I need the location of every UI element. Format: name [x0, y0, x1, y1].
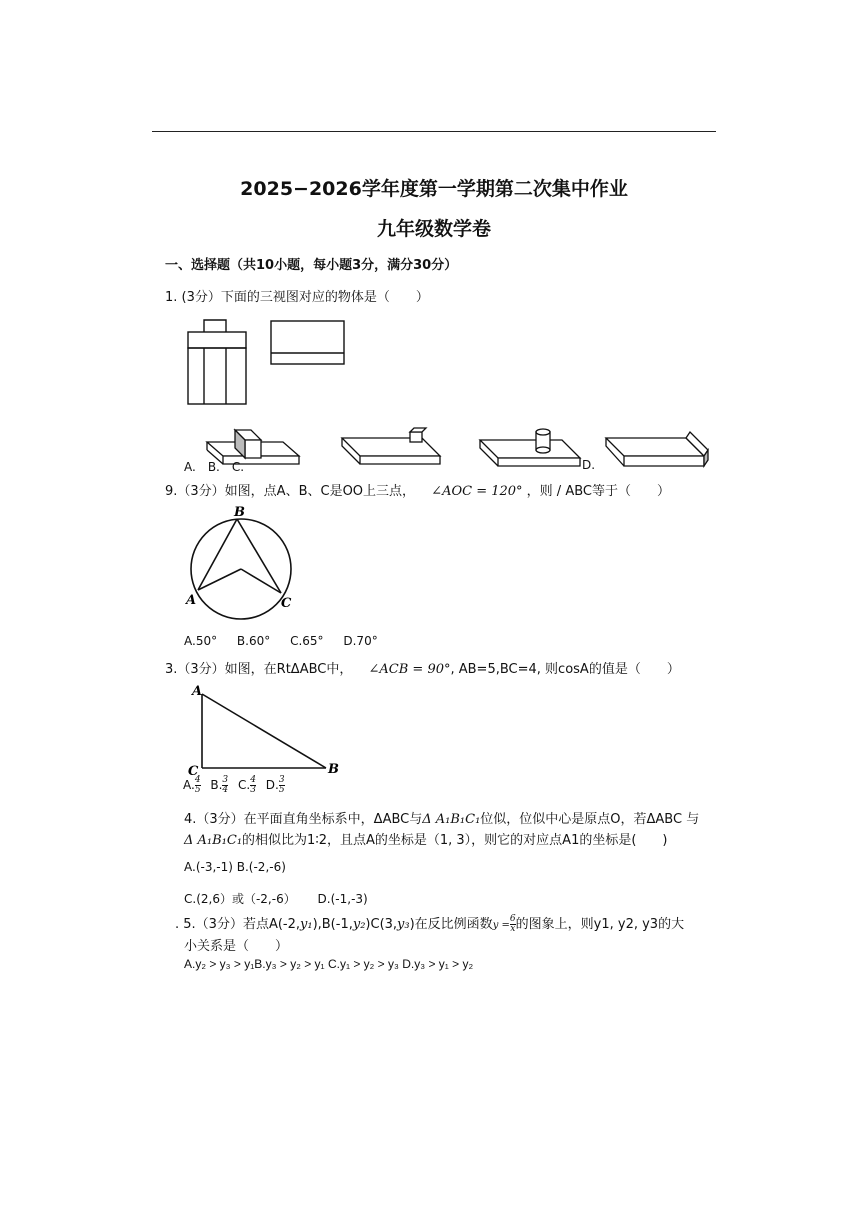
exam-subtitle: 九年级数学卷	[376, 218, 491, 240]
q3-label-b: B	[328, 762, 339, 777]
exam-title: 2025−2026学年度第一学期第二次集中作业	[240, 178, 628, 200]
q2-option-a: A.50°	[184, 634, 218, 648]
q2-option-d: D.70°	[343, 634, 378, 648]
q3-option-b: B. $\frac{3}{4}$	[210, 775, 229, 795]
question-5-line-1: . 5.（3分）若点A(-2,y₁),B(-1,y₂)C(3,y₃)在反比例函数y = $\frac{6}{x}$ 的图象上，则y1, y2, y3的大	[175, 914, 685, 934]
q3-option-a: A. $\frac{4}{5}$	[183, 775, 201, 795]
question-5-line-2: 小关系是（ ）	[184, 939, 289, 954]
q5-option-b: B.y₃ > y₂ > y₁	[254, 957, 325, 971]
q4-option-b: B.(-2,-6)	[236, 860, 286, 874]
q5-option-a: A.y₂ > y₃ > y₁	[184, 957, 255, 971]
q3-label-a: A	[192, 684, 203, 699]
q1-option-c-solid	[478, 428, 586, 470]
q2-label-a: A	[186, 593, 197, 608]
q2-circle-figure	[182, 504, 302, 622]
question-2-text-b: ，则 / ABC等于（ ）	[526, 484, 670, 499]
q1-front-view-figure	[186, 318, 248, 408]
q1-option-d-solid	[604, 428, 716, 470]
section-heading: 一、选择题（共10小题，每小题3分，满分30分）	[165, 258, 458, 273]
question-1-text: 1. (3分）下面的三视图对应的物体是（ ）	[165, 290, 429, 305]
q3-label-c: C	[188, 764, 199, 779]
q3-options	[183, 776, 285, 795]
q3-option-d: D. $\frac{3}{5}$	[265, 775, 285, 795]
question-4-line-2: Δ A₁B₁C₁的相似比为1∶2，且点A的坐标是（1, 3），则它的对应点A1的坐标是( )	[184, 833, 668, 848]
question-2-angle: ∠AOC = 120°	[431, 484, 523, 499]
question-2-text	[165, 480, 670, 499]
q1-top-view-figure	[270, 320, 346, 366]
q2-options	[184, 634, 378, 648]
q2-option-c: C.65°	[290, 634, 324, 648]
q5-function-lhs: y =	[492, 920, 510, 931]
q5-options	[184, 957, 473, 971]
q4-similar-triangle-2: Δ A₁B₁C₁	[184, 833, 243, 848]
q3-option-c: C. $\frac{4}{3}$	[237, 775, 256, 795]
question-3-text-a: 3.（3分）如图，在RtΔABC中，	[165, 662, 353, 677]
header-rule	[152, 131, 716, 132]
q5-option-d: D.y₃ > y₁ > y₂	[402, 957, 474, 971]
q4-option-a: A.(-3,-1)	[184, 860, 233, 874]
q4-options-cd	[184, 890, 368, 907]
q5-option-c: C.y₁ > y₂ > y₃	[327, 957, 399, 971]
question-3-text	[165, 658, 680, 677]
q1-options-abc: A. B. C.	[184, 460, 245, 474]
question-2-text-a: 9.（3分）如图，点A、B、C是OO上三点，	[165, 484, 416, 499]
q5-function-fraction: $\frac{6}{x}$	[509, 914, 516, 934]
q1-option-b-solid	[340, 428, 444, 470]
q4-option-d: D.(-1,-3)	[317, 892, 368, 906]
q3-triangle-figure	[184, 682, 344, 778]
q2-label-b: B	[234, 505, 245, 520]
q2-option-b: B.60°	[236, 634, 271, 648]
q4-similar-triangle-1: Δ A₁B₁C₁	[422, 812, 481, 827]
q1-option-d-label: D.	[582, 458, 596, 472]
q4-options-ab	[184, 860, 286, 874]
question-4-line-1: 4.（3分）在平面直角坐标系中，ΔABC与Δ A₁B₁C₁位似，位似中心是原点O，若ΔABC 与	[184, 812, 700, 827]
question-3-text-b: , AB=5,BC=4, 则cosA的值是（ ）	[450, 662, 680, 677]
q2-label-c: C	[281, 596, 292, 611]
q4-option-c: C.(2,6）或（-2,-6）	[184, 892, 296, 906]
question-3-angle: ∠ACB = 90°	[368, 662, 451, 677]
